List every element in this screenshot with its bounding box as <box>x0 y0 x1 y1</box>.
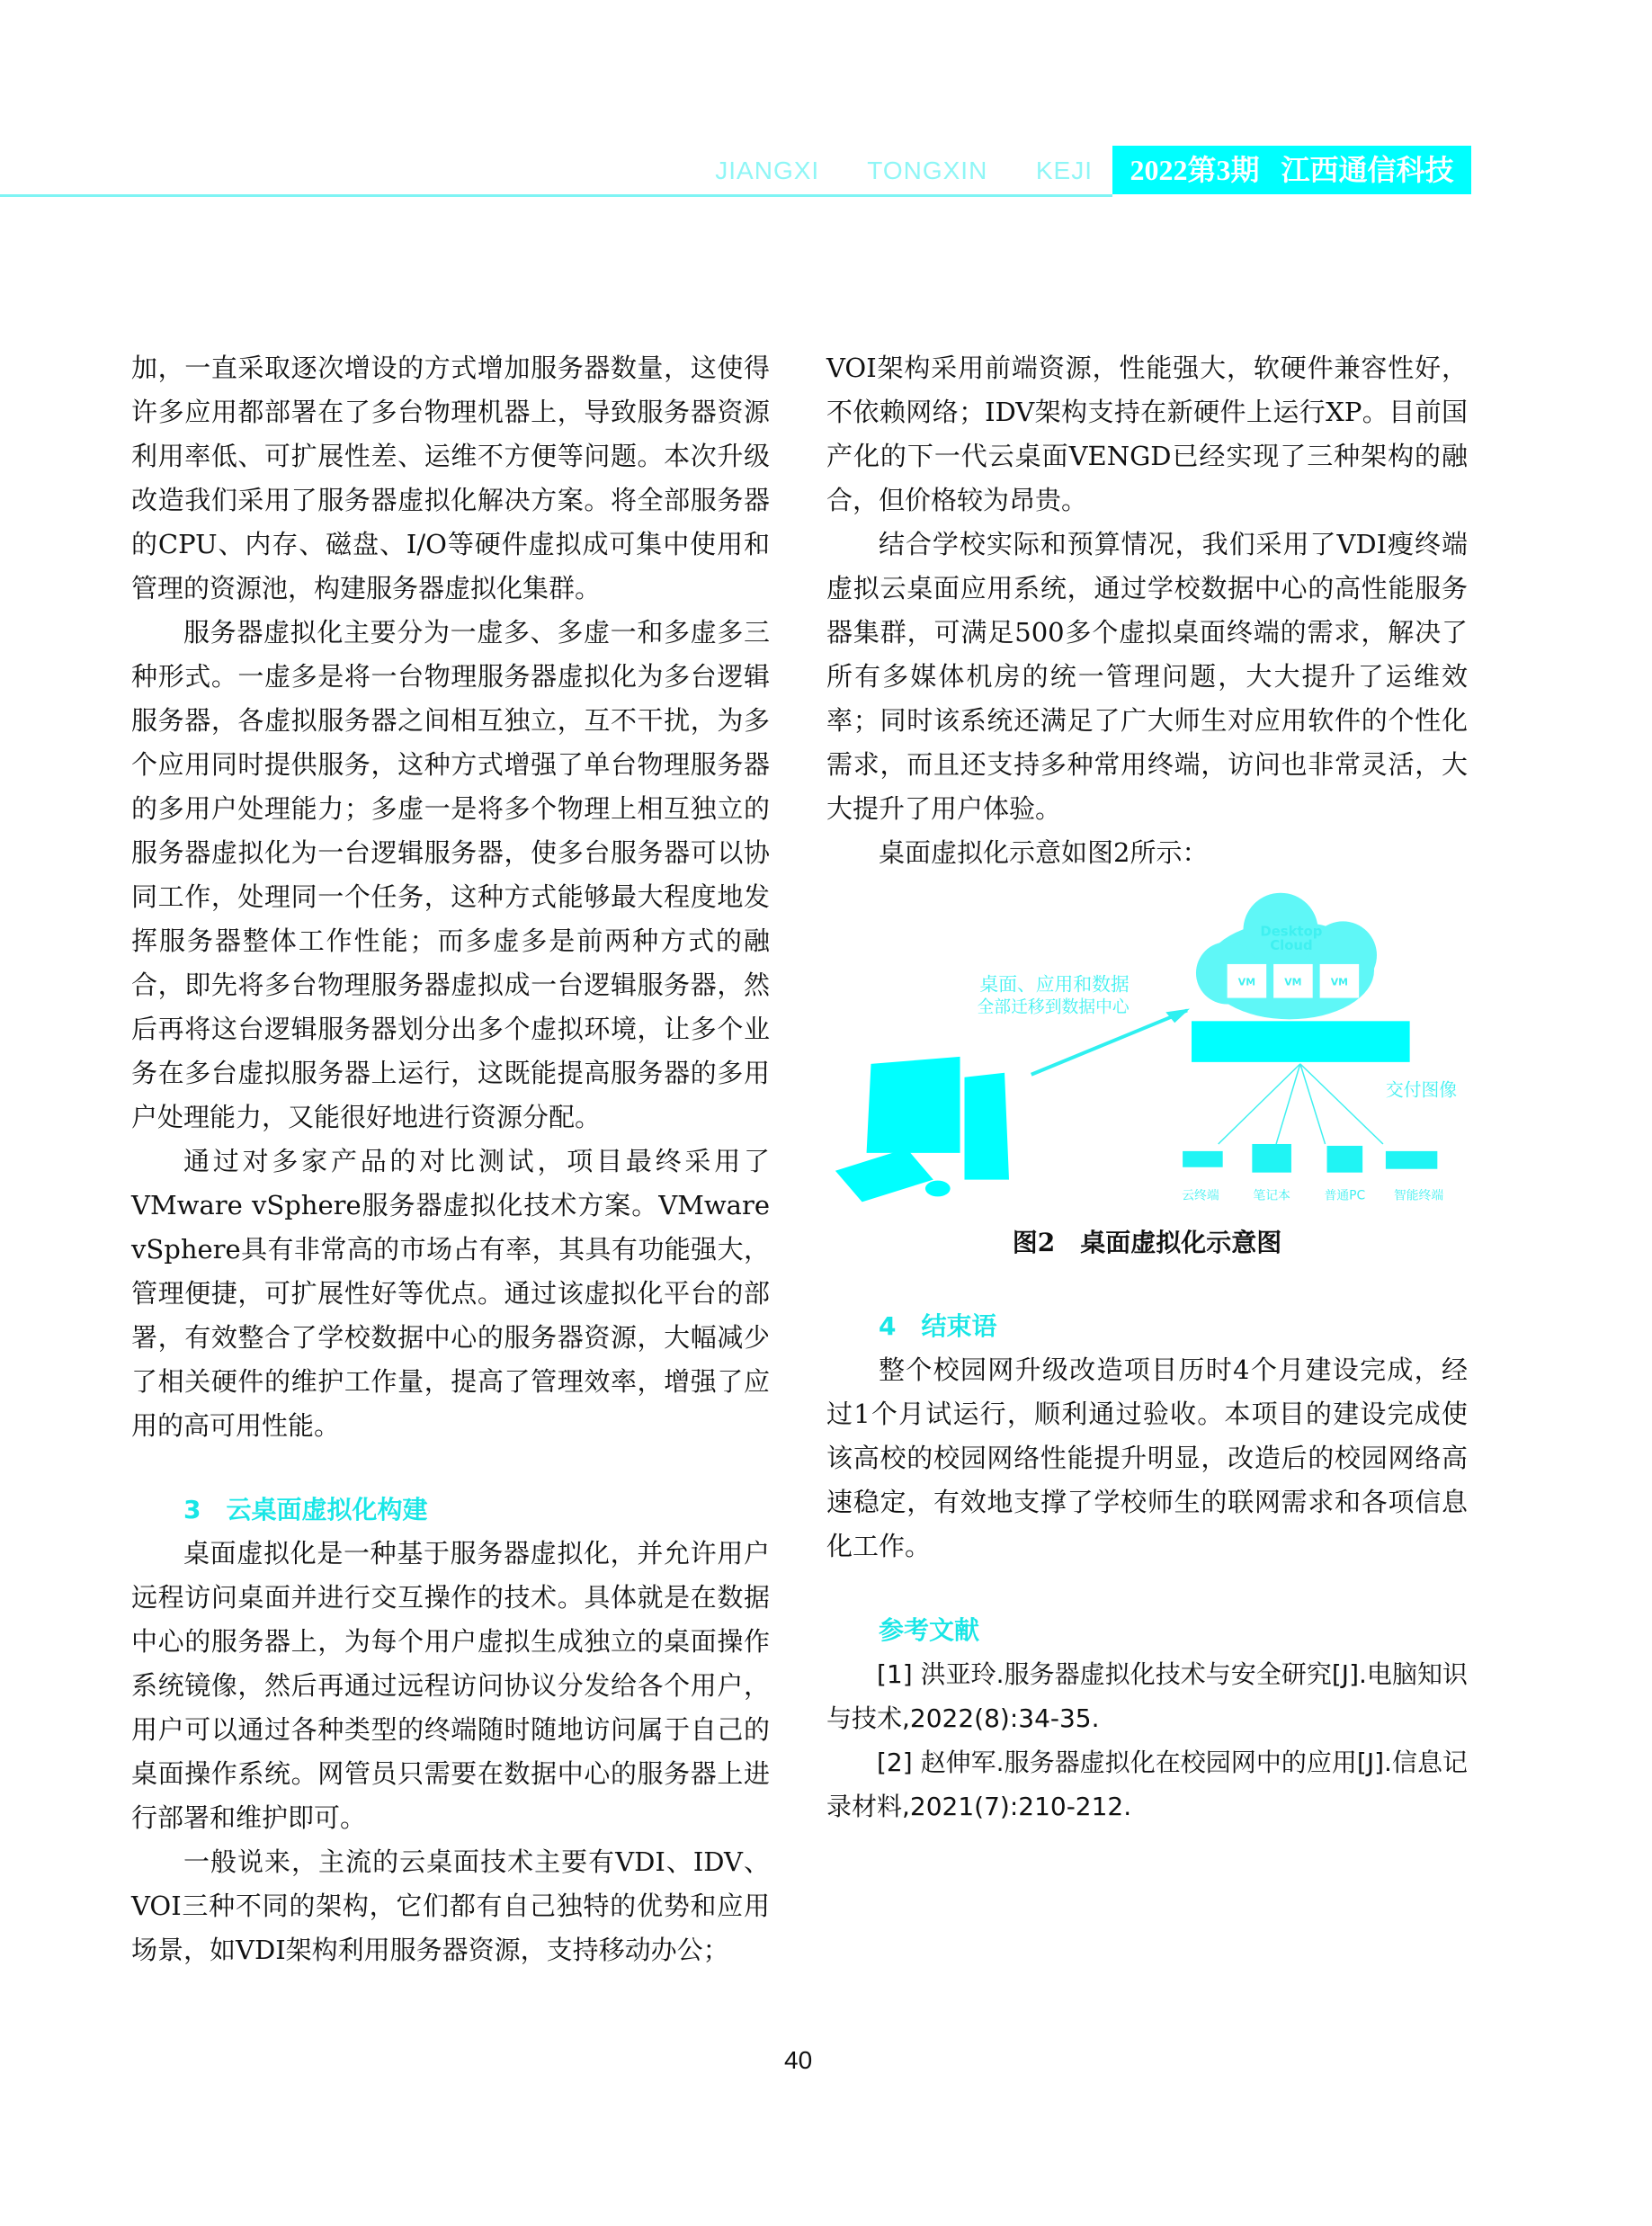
section-4-heading: 4 结束语 <box>879 1311 997 1341</box>
terminal-label: 笔记本 <box>1253 1188 1290 1203</box>
header-rule <box>0 194 1112 197</box>
vm-label: VM <box>1284 976 1302 988</box>
laptop-icon <box>1252 1144 1291 1173</box>
cloud-icon <box>1196 893 1377 1020</box>
paragraph: 服务器虚拟化主要分为一虚多、多虚一和多虚多三种形式。一虚多是将一台物理服务器虚拟化为多台逻辑服务器，各虚拟服务器之间相互独立，互不干扰，为多个应用同时提供服务，这种方式增强了单台物理服务器的多用户处理能力；多虚一是将多个物理上相互独立的服务器虚拟化为一台逻辑服务器，使多台服务器可以协同工作，处理同一个任务，这种方式能够最大程度地发挥服务器整体工作性能；而多虚多是前两种方式的融合，即先将多台物理服务器虚拟成一台逻辑服务器，然后再将这台逻辑服务器划分出多个虚拟环境，让多个业务在多台虚拟服务器上运行，这既能提高服务器的多用户处理能力，又能很好地进行资源分配。 <box>131 617 770 1132</box>
reference-item: [1] 洪亚玲.服务器虚拟化技术与安全研究[J].电脑知识与技术,2022(8):34-35. <box>826 1659 1468 1733</box>
paragraph: 加，一直采取逐次增设的方式增加服务器数量，这使得许多应用都部署在了多台物理机器上，导致服务器资源利用率低、可扩展性差、运维不方便等问题。本次升级改造我们采用了服务器虚拟化解决方案。将全部服务器的CPU、内存、磁盘、I/O等硬件虚拟成可集中使用和管理的资源池，构建服务器虚拟化集群。 <box>131 353 770 603</box>
references-list <box>826 1652 1468 1828</box>
paragraph: VOI架构采用前端资源，性能强大，软硬件兼容性好，不依赖网络；IDV架构支持在新硬件上运行XP。目前国产化的下一代云桌面VENGD已经实现了三种架构的融合，但价格较为昂贵。 <box>826 353 1468 515</box>
delivery-arrows <box>1219 1064 1383 1144</box>
paragraph: 结合学校实际和预算情况，我们采用了VDI瘦终端虚拟云桌面应用系统，通过学校数据中心的高性能服务器集群，可满足500多个虚拟桌面终端的需求，解决了所有多媒体机房的统一管理问题，大大提升了运维效率；同时该系统还满足了广大师生对应用软件的个性化需求，而且还支持多种常用终端，访问也非常灵活，大大提升了用户体验。 <box>826 529 1468 824</box>
paragraph: 桌面虚拟化是一种基于服务器虚拟化，并允许用户远程访问桌面并进行交互操作的技术。具体就是在数据中心的服务器上，为每个用户虚拟生成独立的桌面操作系统镜像，然后再通过远程访问协议分发给各个用户，用户可以通过各种类型的终端随时随地访问属于自己的桌面操作系统。网管员只需要在数据中心的服务器上进行部署和维护即可。 <box>131 1538 770 1833</box>
arrow-label: 桌面、应用和数据 <box>979 973 1130 996</box>
reference-item: [2] 赵伸军.服务器虚拟化在校园网中的应用[J].信息记录材料,2021(7):210-212. <box>826 1748 1468 1821</box>
desktop-pc-icon <box>835 1057 1009 1202</box>
paragraph: 桌面虚拟化示意如图2所示： <box>879 837 1209 868</box>
figure-caption: 图2 桌面虚拟化示意图 <box>1012 1228 1282 1257</box>
page-number: 40 <box>784 2046 813 2074</box>
vm-label: VM <box>1330 976 1349 988</box>
cloud-label: Desktop <box>1260 923 1323 940</box>
server-icon <box>1192 1021 1410 1062</box>
journal-name-en: JIANGXI TONGXIN KEJI <box>715 156 1093 184</box>
issue-banner: 2022第3期 江西通信科技 <box>1112 146 1471 194</box>
arrow-head-icon <box>1165 1008 1190 1023</box>
paragraph: 通过对多家产品的对比测试，项目最终采用了VMware vSphere服务器虚拟化技术方案。VMware vSphere具有非常高的市场占有率，其具有功能强大，管理便捷，可扩展性好等优点。通过该虚拟化平台的部署，有效整合了学校数据中心的服务器资源，大幅减少了相关硬件的维护工作量，提高了管理效率，增强了应用的高可用性能。 <box>131 1146 770 1441</box>
references-heading: 参考文献 <box>879 1615 980 1645</box>
migrate-arrow <box>1031 1010 1187 1074</box>
thin-client-icon <box>1183 1151 1223 1167</box>
section-3-heading: 3 云桌面虚拟化构建 <box>183 1495 428 1524</box>
vm-label: VM <box>1237 976 1256 988</box>
terminal-label: 普通PC <box>1324 1188 1366 1203</box>
paragraph: 整个校园网升级改造项目历时4个月建设完成，经过1个月试运行，顺利通过验收。本项目的建设完成使该高校的校园网络性能提升明显，改造后的校园网络高速稳定，有效地支撑了学校师生的联网需求和各项信息化工作。 <box>826 1354 1468 1561</box>
paragraph: 一般说来，主流的云桌面技术主要有VDI、IDV、VOI三种不同的架构，它们都有自己独特的优势和应用场景，如VDI架构利用服务器资源，支持移动办公； <box>131 1846 770 1965</box>
left-column-body <box>131 346 770 1972</box>
arrow-label: 全部迁移到数据中心 <box>977 997 1130 1017</box>
pc-icon <box>1327 1146 1363 1173</box>
desktop-virtualization-figure <box>826 884 1468 1217</box>
cloud-label: Cloud <box>1270 937 1313 954</box>
terminal-label: 智能终端 <box>1393 1188 1444 1203</box>
right-column-body <box>826 346 1468 1828</box>
terminal-label: 云终端 <box>1182 1188 1219 1203</box>
delivery-label: 交付图像 <box>1385 1079 1458 1101</box>
smart-terminal-icon <box>1386 1151 1437 1169</box>
